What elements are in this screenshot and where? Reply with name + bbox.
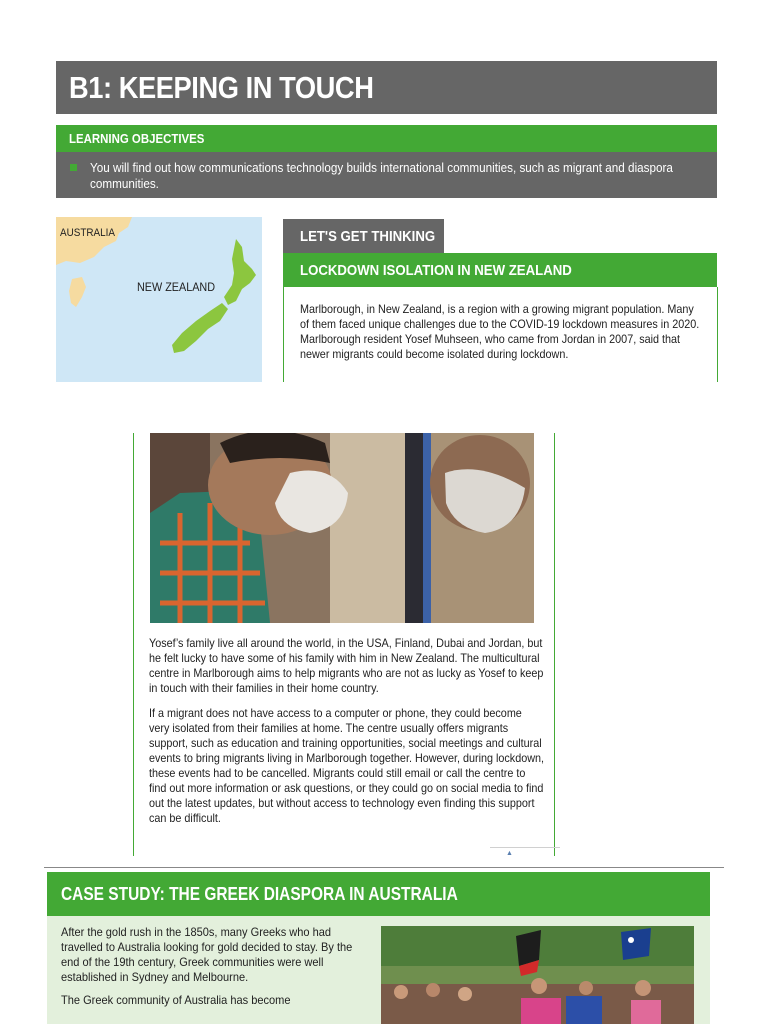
- map-graphic: [56, 217, 262, 382]
- photo-graphic: [150, 433, 534, 623]
- lockdown-box: [283, 287, 718, 382]
- story-text: [149, 636, 544, 836]
- frame-border-right: [554, 433, 555, 856]
- nz-map: [56, 217, 262, 382]
- learning-objectives-body: [56, 152, 717, 198]
- case-study-heading: CASE STUDY: THE GREEK DIASPORA IN AUSTRALIA: [61, 884, 458, 904]
- learning-objectives-heading: LEARNING OBJECTIVES: [69, 131, 205, 146]
- lets-get-thinking-tab: [283, 219, 444, 253]
- bullet-icon: [70, 164, 77, 171]
- map-label-australia: AUSTRALIA: [60, 227, 116, 239]
- map-label-new-zealand: NEW ZEALAND: [137, 280, 216, 294]
- case-study-header: [47, 872, 710, 916]
- masked-man-photo: [150, 433, 534, 623]
- page-title: B1: KEEPING IN TOUCH: [69, 70, 374, 105]
- learning-objectives-header: [56, 125, 717, 152]
- lets-get-thinking-label: LET'S GET THINKING: [300, 228, 436, 245]
- case-study-paragraph-2: The Greek community of Australia has become: [61, 993, 291, 1007]
- parade-graphic: [381, 926, 694, 1024]
- title-bar: [56, 61, 717, 114]
- lockdown-body: Marlborough, in New Zealand, is a region with a growing migrant population. Many of them faced unique challenges due to the COVID-19 lockdown measures in 2020. Marlborough resident Yosef Muhseen, who came from Jordan in 2007, said that newer migrants could become isolated during lockdown.: [300, 302, 700, 361]
- story-paragraph-1: Yosef’s family live all around the world, in the USA, Finland, Dubai and Jordan, but he felt lucky to have some of his family with him in New Zealand. The multicultural centre in Marlborough aims to help migrants who are not as lucky as Yosef to keep in touch with their families in their home country.: [149, 636, 544, 695]
- case-study-text: [61, 925, 361, 1016]
- section-divider: [44, 867, 724, 868]
- footer-arrow-icon: ▲: [506, 850, 513, 857]
- story-paragraph-2: If a migrant does not have access to a computer or phone, they could become very isolated from their families at home. The centre usually offers migrants support, such as education and training opportunities, social meetings and cultural events to bring migrants living in Marlborough together. However, during lockdown, these events had to be cancelled. Migrants could still email or call the centre to find out more information or ask questions, or they could go on social media to find out the latest updates, but without access to technology even finding this support can be difficult.: [149, 706, 545, 825]
- learning-objective-item: You will find out how communications technology builds international communities, such as migrant and diaspora communities.: [90, 160, 673, 191]
- frame-border-left: [133, 433, 134, 856]
- greek-parade-photo: [381, 926, 694, 1024]
- lockdown-heading: LOCKDOWN ISOLATION IN NEW ZEALAND: [300, 262, 572, 279]
- page-footer-fragment: [490, 847, 560, 858]
- lockdown-header: [283, 253, 717, 287]
- case-study-paragraph-1: After the gold rush in the 1850s, many Greeks who had travelled to Australia looking for gold decided to stay. By the end of the 19th century, Greek communities were well established in Sydney and Melbourne.: [61, 925, 353, 984]
